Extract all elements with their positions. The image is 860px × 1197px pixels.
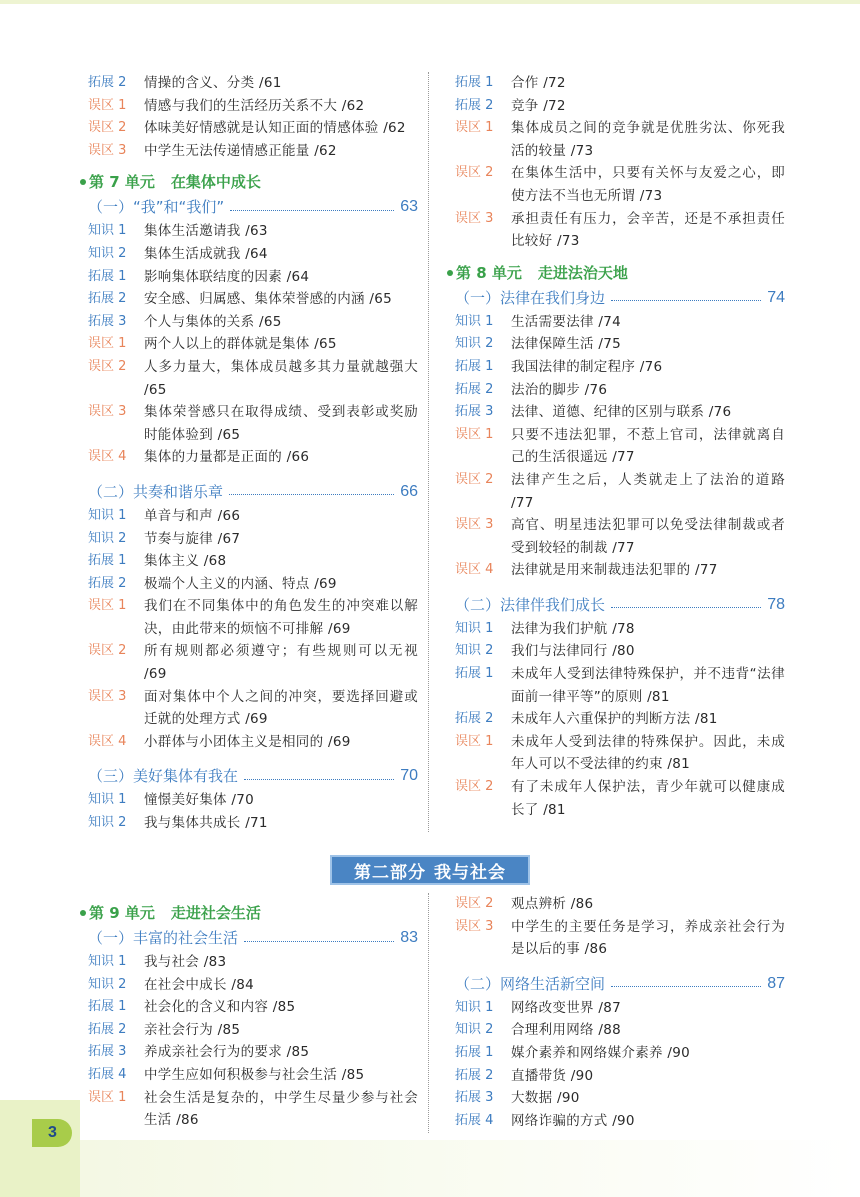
item-tag: 误区 1 (455, 733, 494, 749)
item-text: 所有规则都必须遵守；有些规则可以无视 /69 (144, 643, 418, 683)
item-text: 大数据 /90 (511, 1090, 580, 1107)
unit-heading (88, 902, 418, 924)
bottom-decoration (80, 1140, 860, 1197)
item-text: 安全感、归属感、集体荣誉感的内涵 /65 (144, 291, 393, 308)
toc-item[interactable] (88, 1087, 418, 1132)
item-tag: 拓展 4 (88, 1066, 127, 1082)
section-page: 70 (400, 767, 418, 785)
item-text: 单音与和声 /66 (144, 507, 241, 524)
bullet-icon (80, 179, 86, 185)
item-text: 未成年人六重保护的判断方法 /81 (511, 711, 718, 728)
item-text: 节奏与旋律 /67 (144, 530, 241, 547)
item-tag: 知识 1 (88, 223, 127, 239)
toc-column-right-lower (455, 893, 785, 1132)
item-text: 两个人以上的群体就是集体 /65 (144, 336, 337, 353)
item-tag: 知识 1 (88, 507, 127, 523)
section-heading[interactable] (88, 480, 418, 504)
item-tag: 拓展 1 (455, 358, 494, 374)
toc-item[interactable] (455, 514, 785, 559)
corner-decoration (0, 1100, 80, 1197)
item-tag: 误区 2 (455, 165, 494, 181)
item-tag: 误区 2 (88, 643, 127, 659)
page-number: 3 (48, 1124, 57, 1141)
toc-item[interactable] (455, 1042, 785, 1065)
toc-item[interactable] (455, 379, 785, 402)
toc-item[interactable] (88, 95, 418, 118)
item-tag: 误区 3 (455, 517, 494, 533)
toc-item[interactable] (88, 595, 418, 640)
section-heading[interactable] (455, 972, 785, 996)
toc-item[interactable] (88, 333, 418, 356)
toc-item[interactable] (88, 812, 418, 835)
toc-item[interactable] (88, 401, 418, 446)
toc-item[interactable] (455, 162, 785, 207)
item-tag: 拓展 1 (88, 999, 127, 1015)
unit-number: 第 8 单元 (456, 263, 522, 282)
unit-title: 走进社会生活 (170, 904, 261, 922)
item-tag: 拓展 2 (455, 1067, 494, 1083)
toc-item[interactable] (455, 356, 785, 379)
dot-leader (244, 779, 394, 780)
toc-item[interactable] (455, 72, 785, 95)
dot-leader (611, 986, 761, 987)
toc-item[interactable] (455, 208, 785, 253)
item-text: 有了未成年人保护法，青少年就可以健康成长了 /81 (511, 779, 785, 818)
section-title: （一）丰富的社会生活 (88, 929, 239, 947)
item-tag: 拓展 3 (455, 404, 494, 420)
item-tag: 知识 1 (88, 954, 127, 969)
item-tag: 误区 1 (88, 97, 127, 113)
item-tag: 误区 2 (88, 120, 127, 136)
item-tag: 知识 1 (88, 792, 127, 808)
item-tag: 误区 1 (455, 120, 494, 136)
toc-item[interactable] (88, 686, 418, 731)
page-number-tab (32, 1119, 72, 1147)
item-tag: 知识 2 (88, 815, 127, 831)
item-text: 我们与法律同行 /80 (511, 643, 635, 660)
item-tag: 误区 3 (455, 918, 494, 934)
item-tag: 知识 1 (455, 620, 494, 636)
item-tag: 拓展 3 (455, 1090, 494, 1106)
item-tag: 误区 4 (455, 562, 494, 578)
toc-item[interactable] (88, 505, 418, 528)
toc-item[interactable] (88, 266, 418, 289)
item-text: 只要不违法犯罪，不惹上官司，法律就离自己的生活很遥远 /77 (511, 426, 785, 466)
item-tag: 拓展 2 (88, 75, 127, 90)
item-text: 集体的力量都是正面的 /66 (144, 449, 310, 466)
item-text: 社会生活是复杂的，中学生尽量少参与社会生活 /86 (144, 1089, 418, 1129)
section-title: （二）网络生活新空间 (455, 974, 606, 993)
toc-item[interactable] (88, 731, 418, 754)
item-text: 我国法律的制定程序 /76 (511, 358, 663, 375)
toc-item[interactable] (455, 640, 785, 663)
section-page: 87 (767, 974, 785, 992)
toc-item[interactable] (88, 789, 418, 812)
item-text: 我与社会 /83 (144, 954, 227, 970)
item-text: 法律、道德、纪律的区别与联系 /76 (511, 404, 732, 421)
item-text: 合作 /72 (511, 75, 566, 91)
toc-item[interactable] (455, 1019, 785, 1042)
toc-item[interactable] (455, 893, 785, 916)
item-tag: 知识 2 (455, 643, 494, 659)
item-text: 未成年人受到法律的特殊保护。因此，未成年人可以不受法律的约束 /81 (511, 733, 785, 773)
column-divider (428, 72, 429, 832)
item-text: 中学生的主要任务是学习，养成亲社会行为是以后的事 /86 (511, 918, 785, 958)
item-text: 集体主义 /68 (144, 553, 227, 570)
toc-item[interactable] (455, 469, 785, 514)
toc-item[interactable] (455, 95, 785, 118)
toc-column-right-upper (455, 72, 785, 821)
item-tag: 拓展 3 (88, 313, 127, 329)
dot-leader (230, 210, 394, 211)
unit-title: 在集体中成长 (170, 173, 261, 192)
item-text: 社会化的含义和内容 /85 (144, 999, 296, 1016)
toc-item[interactable] (88, 640, 418, 685)
toc-item[interactable] (88, 72, 418, 95)
unit-number: 第 9 单元 (89, 904, 155, 922)
item-text: 个人与集体的关系 /65 (144, 313, 282, 330)
item-tag: 知识 2 (455, 1022, 494, 1038)
toc-item[interactable] (88, 243, 418, 266)
toc-item[interactable] (88, 1064, 418, 1087)
toc-item[interactable] (455, 916, 785, 961)
toc-item[interactable] (88, 951, 418, 974)
item-text: 面对集体中个人之间的冲突，要选择回避或迁就的处理方式 /69 (144, 688, 418, 728)
item-text: 网络改变世界 /87 (511, 999, 622, 1016)
item-text: 竞争 /72 (511, 97, 566, 114)
item-tag: 误区 2 (455, 896, 494, 911)
item-tag: 拓展 2 (88, 291, 127, 307)
toc-item[interactable] (88, 573, 418, 596)
column-divider (428, 893, 429, 1133)
item-text: 法律为我们护航 /78 (511, 620, 635, 637)
toc-item[interactable] (455, 559, 785, 582)
item-text: 法治的脚步 /76 (511, 381, 608, 398)
item-text: 极端个人主义的内涵、特点 /69 (144, 575, 337, 592)
unit-heading (88, 171, 418, 193)
bullet-icon (447, 270, 453, 276)
unit-title: 走进法治天地 (537, 263, 628, 282)
section-heading[interactable] (88, 926, 418, 950)
item-tag: 拓展 2 (455, 711, 494, 727)
item-text: 我与集体共成长 /71 (144, 815, 268, 832)
toc-item[interactable] (455, 424, 785, 469)
item-text: 憧憬美好集体 /70 (144, 792, 255, 809)
toc-item[interactable] (88, 1041, 418, 1064)
toc-item[interactable] (88, 140, 418, 163)
dot-leader (244, 941, 394, 942)
toc-item[interactable] (455, 1087, 785, 1110)
item-tag: 拓展 2 (455, 381, 494, 397)
item-text: 在社会中成长 /84 (144, 976, 255, 993)
toc-item[interactable] (88, 311, 418, 334)
toc-item[interactable] (88, 220, 418, 243)
item-tag: 拓展 1 (455, 75, 494, 90)
item-text: 观点辨析 /86 (511, 896, 594, 912)
part-subtitle: 我与社会 (434, 862, 506, 883)
item-tag: 误区 3 (88, 142, 127, 158)
unit-heading (455, 262, 785, 284)
section-title: （二）法律伴我们成长 (455, 595, 606, 614)
toc-item[interactable] (455, 311, 785, 334)
item-text: 在集体生活中，只要有关怀与友爱之心，即使方法不当也无所谓 /73 (511, 165, 785, 204)
item-tag: 误区 1 (88, 336, 127, 352)
item-text: 直播带货 /90 (511, 1067, 594, 1084)
item-text: 中学生应如何积极参与社会生活 /85 (144, 1066, 365, 1083)
item-text: 合理利用网络 /88 (511, 1022, 622, 1039)
item-text: 影响集体联结度的因素 /64 (144, 268, 310, 285)
item-tag: 误区 1 (88, 1089, 127, 1105)
item-text: 法律保障生活 /75 (511, 336, 622, 353)
item-text: 体味美好情感就是认知正面的情感体验 /62 (144, 120, 406, 137)
item-tag: 知识 1 (455, 999, 494, 1015)
toc-item[interactable] (88, 288, 418, 311)
item-tag: 误区 1 (455, 426, 494, 442)
section-page: 66 (400, 482, 418, 500)
item-text: 我们在不同集体中的角色发生的冲突难以解决，由此带来的烦恼不可排解 /69 (144, 598, 418, 637)
item-tag: 拓展 2 (88, 1021, 127, 1037)
toc-item[interactable] (88, 1019, 418, 1042)
item-text: 法律产生之后，人类就走上了法治的道路 /77 (511, 471, 785, 511)
item-tag: 误区 4 (88, 449, 127, 465)
item-text: 小群体与小团体主义是相同的 /69 (144, 733, 351, 750)
toc-item[interactable] (455, 333, 785, 356)
item-tag: 知识 1 (455, 313, 494, 329)
item-tag: 拓展 2 (455, 97, 494, 113)
toc-item[interactable] (88, 974, 418, 997)
item-tag: 误区 3 (88, 688, 127, 704)
toc-item[interactable] (455, 618, 785, 641)
section-page: 63 (400, 198, 418, 216)
section-heading[interactable] (88, 195, 418, 219)
item-tag: 拓展 4 (455, 1112, 494, 1128)
toc-column-left-lower (88, 893, 418, 1132)
part-banner (330, 855, 530, 885)
toc-item[interactable] (88, 446, 418, 469)
item-tag: 知识 2 (88, 245, 127, 261)
item-tag: 拓展 2 (88, 575, 127, 591)
toc-item[interactable] (88, 356, 418, 401)
item-tag: 误区 2 (88, 358, 127, 374)
item-tag: 误区 1 (88, 598, 127, 614)
item-text: 人多力量大，集体成员越多其力量就越强大 /65 (144, 358, 418, 398)
item-tag: 知识 2 (88, 976, 127, 992)
item-text: 生活需要法律 /74 (511, 313, 622, 330)
section-page: 74 (767, 288, 785, 306)
item-text: 养成亲社会行为的要求 /85 (144, 1044, 310, 1061)
item-text: 集体成员之间的竞争就是优胜劣汰、你死我活的较量 /73 (511, 120, 785, 159)
item-tag: 拓展 3 (88, 1044, 127, 1060)
item-text: 高官、明星违法犯罪可以免受法律制裁或者受到较轻的制裁 /77 (511, 517, 785, 556)
bullet-icon (80, 910, 86, 916)
dot-leader (611, 300, 761, 301)
item-tag: 误区 4 (88, 733, 127, 749)
toc-item[interactable] (455, 708, 785, 731)
toc-item[interactable] (455, 776, 785, 821)
item-text: 集体荣誉感只在取得成绩、受到表彰或奖励时能体验到 /65 (144, 404, 418, 443)
item-text: 情操的含义、分类 /61 (144, 75, 282, 91)
dot-leader (229, 494, 394, 495)
item-text: 未成年人受到法律特殊保护，并不违背“法律面前一律平等”的原则 /81 (511, 666, 785, 705)
toc-item[interactable] (455, 731, 785, 776)
item-text: 亲社会行为 /85 (144, 1021, 241, 1038)
part-title: 第二部分 (354, 862, 426, 883)
unit-number: 第 7 单元 (89, 173, 155, 192)
section-title: （一）法律在我们身边 (455, 288, 606, 307)
toc-item[interactable] (88, 117, 418, 140)
item-tag: 误区 2 (455, 779, 494, 795)
toc-item[interactable] (88, 996, 418, 1019)
item-text: 法律就是用来制裁违法犯罪的 /77 (511, 562, 718, 579)
item-tag: 拓展 1 (455, 666, 494, 682)
top-decoration (0, 0, 860, 4)
item-tag: 拓展 1 (455, 1044, 494, 1060)
section-heading[interactable] (455, 286, 785, 310)
toc-item[interactable] (455, 997, 785, 1020)
dot-leader (611, 607, 761, 608)
toc-item[interactable] (455, 117, 785, 162)
toc-item[interactable] (455, 1110, 785, 1133)
item-tag: 误区 2 (455, 471, 494, 487)
item-text: 中学生无法传递情感正能量 /62 (144, 142, 337, 159)
toc-column-left-upper (88, 72, 418, 835)
section-heading[interactable] (88, 764, 418, 788)
item-text: 情感与我们的生活经历关系不大 /62 (144, 97, 365, 114)
item-tag: 拓展 1 (88, 268, 127, 284)
toc-item[interactable] (88, 550, 418, 573)
section-page: 78 (767, 595, 785, 613)
item-text: 媒介素养和网络媒介素养 /90 (511, 1044, 691, 1061)
item-text: 集体生活邀请我 /63 (144, 223, 268, 240)
section-heading[interactable] (455, 593, 785, 617)
toc-item[interactable] (455, 401, 785, 424)
section-title: （一）“我”和“我们” (88, 198, 225, 217)
item-tag: 拓展 1 (88, 553, 127, 569)
toc-item[interactable] (455, 663, 785, 708)
toc-item[interactable] (88, 528, 418, 551)
item-text: 集体生活成就我 /64 (144, 245, 268, 262)
item-tag: 误区 3 (455, 210, 494, 226)
item-text: 网络诈骗的方式 /90 (511, 1112, 635, 1129)
section-page: 83 (400, 929, 418, 946)
item-tag: 知识 2 (455, 336, 494, 352)
toc-item[interactable] (455, 1065, 785, 1088)
item-text: 承担责任有压力，会辛苦，还是不承担责任比较好 /73 (511, 210, 785, 250)
item-tag: 知识 2 (88, 530, 127, 546)
section-title: （二）共奏和谐乐章 (88, 482, 224, 501)
section-title: （三）美好集体有我在 (88, 767, 239, 786)
item-tag: 误区 3 (88, 404, 127, 420)
